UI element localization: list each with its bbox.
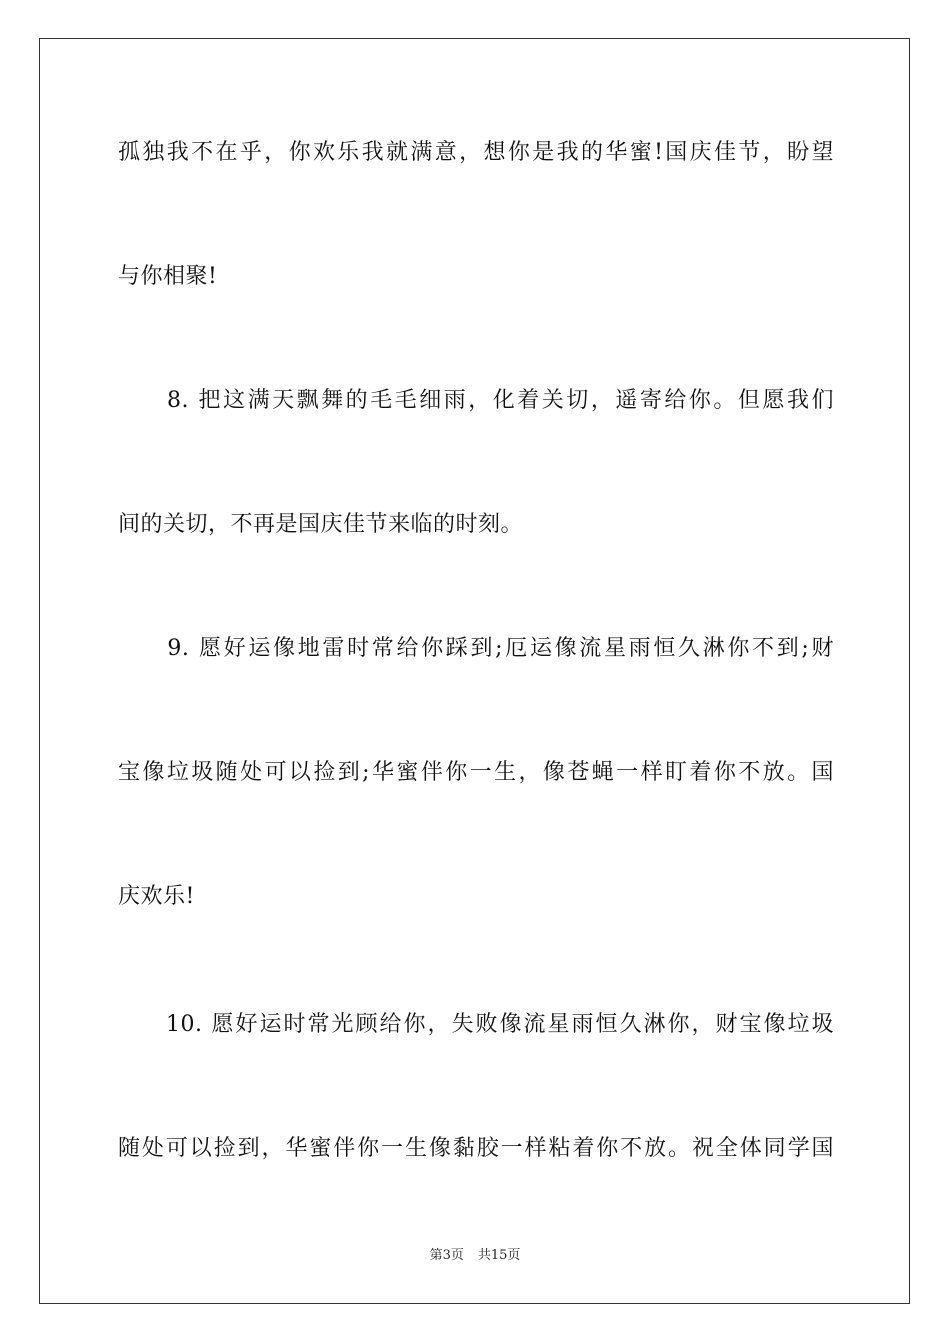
- body-text-line: 10. 愿好运时常光顾给你，失败像流星雨恒久淋你，财宝像垃圾: [118, 1012, 834, 1037]
- body-text-line: 随处可以捡到，华蜜伴你一生像黏胶一样粘着你不放。祝全体同学国: [118, 1136, 834, 1161]
- page-number: 第3页: [429, 1248, 464, 1263]
- page-footer: [0, 1248, 950, 1264]
- page-border: [39, 38, 910, 1304]
- body-text-line: 与你相聚!: [118, 264, 218, 289]
- total-pages: 共15页: [477, 1248, 521, 1263]
- body-text-line: 孤独我不在乎，你欢乐我就满意，想你是我的华蜜!国庆佳节，盼望: [118, 140, 834, 165]
- body-text-line: 9. 愿好运像地雷时常给你踩到;厄运像流星雨恒久淋你不到;财: [118, 636, 834, 661]
- body-text-line: 8. 把这满天飘舞的毛毛细雨，化着关切，遥寄给你。但愿我们: [118, 388, 834, 413]
- body-text-line: 宝像垃圾随处可以捡到;华蜜伴你一生，像苍蝇一样盯着你不放。国: [118, 760, 834, 785]
- body-text-line: 庆欢乐!: [118, 884, 195, 909]
- body-text-line: 间的关切，不再是国庆佳节来临的时刻。: [118, 512, 524, 537]
